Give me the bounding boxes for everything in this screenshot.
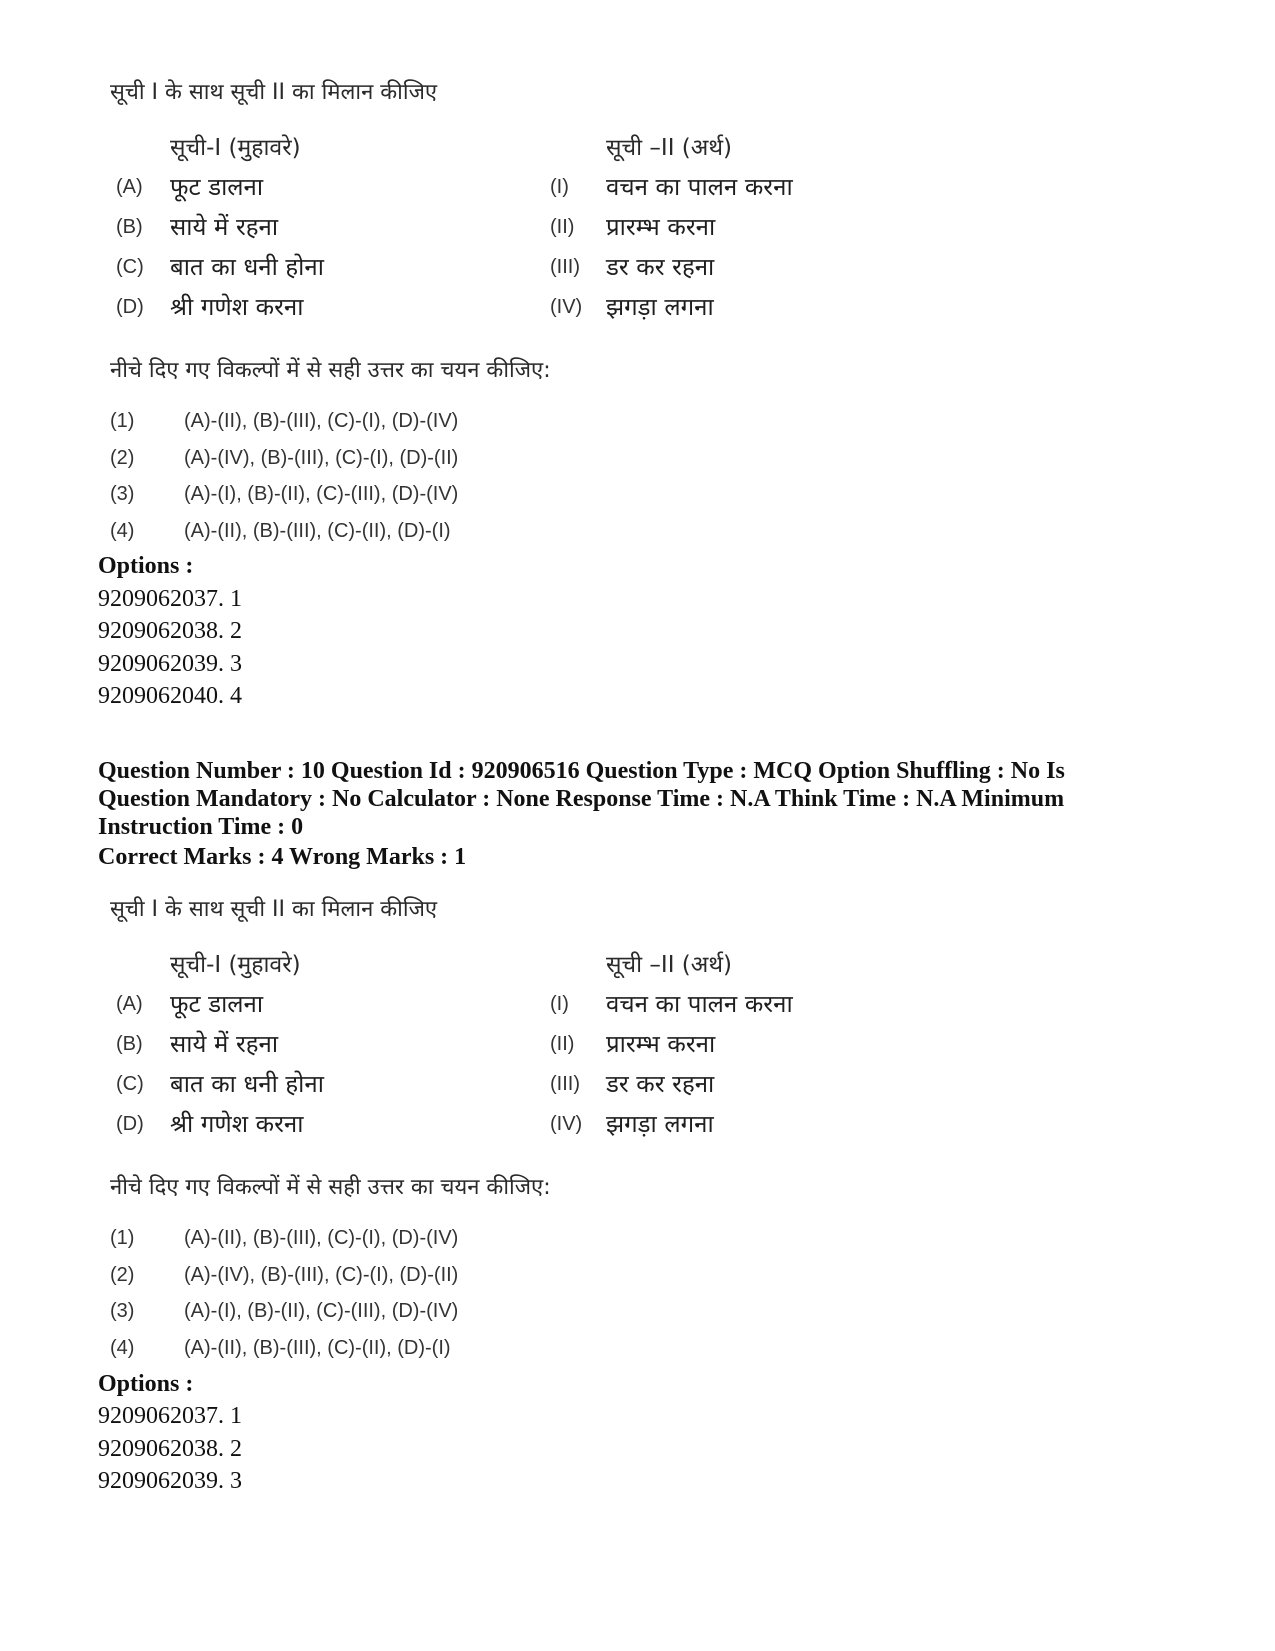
list2-label: (II) bbox=[550, 216, 575, 238]
list1-label: (D) bbox=[116, 1113, 144, 1135]
choose-prompt: नीचे दिए गए विकल्पों में से सही उत्तर का चयन कीजिए: bbox=[110, 1175, 551, 1200]
option-line: 9209062037. 1 bbox=[98, 586, 242, 612]
list2-item: डर कर रहना bbox=[606, 253, 715, 281]
choice-text: (A)-(I), (B)-(II), (C)-(III), (D)-(IV) bbox=[184, 1300, 459, 1322]
option-line: 9209062039. 3 bbox=[98, 1468, 242, 1494]
options-title: Options : bbox=[98, 1371, 194, 1397]
list2-item: वचन का पालन करना bbox=[606, 173, 793, 201]
list2-item: प्रारम्भ करना bbox=[606, 1030, 716, 1058]
list1-heading: सूची-I (मुहावरे) bbox=[170, 952, 301, 978]
choice-number: (2) bbox=[110, 1264, 135, 1286]
choose-prompt: नीचे दिए गए विकल्पों में से सही उत्तर का चयन कीजिए: bbox=[110, 358, 551, 383]
list2-item: वचन का पालन करना bbox=[606, 990, 793, 1018]
option-line: 9209062039. 3 bbox=[98, 651, 242, 677]
list1-label: (A) bbox=[116, 993, 143, 1015]
list1-heading: सूची-I (मुहावरे) bbox=[170, 135, 301, 161]
choice-number: (3) bbox=[110, 483, 135, 505]
question-meta-line: Question Number : 10 Question Id : 920906516 Question Type : MCQ Option Shuffling : No Is bbox=[98, 758, 1065, 784]
list2-item: प्रारम्भ करना bbox=[606, 213, 716, 241]
option-line: 9209062038. 2 bbox=[98, 1436, 242, 1462]
choice-text: (A)-(IV), (B)-(III), (C)-(I), (D)-(II) bbox=[184, 1264, 459, 1286]
list2-heading: सूची –II (अर्थ) bbox=[606, 135, 733, 161]
list1-item: साये में रहना bbox=[170, 213, 279, 241]
list1-item: बात का धनी होना bbox=[170, 253, 324, 281]
list1-label: (C) bbox=[116, 1073, 144, 1095]
choice-text: (A)-(II), (B)-(III), (C)-(I), (D)-(IV) bbox=[184, 410, 459, 432]
list2-heading: सूची –II (अर्थ) bbox=[606, 952, 733, 978]
option-line: 9209062038. 2 bbox=[98, 618, 242, 644]
question-marks: Correct Marks : 4 Wrong Marks : 1 bbox=[98, 844, 467, 870]
choice-text: (A)-(II), (B)-(III), (C)-(I), (D)-(IV) bbox=[184, 1227, 459, 1249]
question-meta-line: Question Mandatory : No Calculator : None Response Time : N.A Think Time : N.A Minimum bbox=[98, 786, 1065, 812]
list2-label: (III) bbox=[550, 1073, 580, 1095]
question-meta-line: Instruction Time : 0 bbox=[98, 814, 304, 840]
options-title: Options : bbox=[98, 553, 194, 579]
list1-label: (D) bbox=[116, 296, 144, 318]
option-line: 9209062040. 4 bbox=[98, 683, 242, 709]
choice-number: (4) bbox=[110, 520, 135, 542]
list1-item: साये में रहना bbox=[170, 1030, 279, 1058]
list1-label: (C) bbox=[116, 256, 144, 278]
list1-item: श्री गणेश करना bbox=[170, 1110, 304, 1138]
option-line: 9209062037. 1 bbox=[98, 1403, 242, 1429]
list1-item: फूट डालना bbox=[170, 990, 264, 1018]
choice-number: (2) bbox=[110, 447, 135, 469]
list2-label: (II) bbox=[550, 1033, 575, 1055]
list2-item: झगड़ा लगना bbox=[606, 1110, 714, 1138]
list2-item: झगड़ा लगना bbox=[606, 293, 714, 321]
list1-item: श्री गणेश करना bbox=[170, 293, 304, 321]
match-instruction: सूची I के साथ सूची II का मिलान कीजिए bbox=[110, 80, 438, 105]
list1-label: (B) bbox=[116, 1033, 143, 1055]
list1-item: फूट डालना bbox=[170, 173, 264, 201]
choice-text: (A)-(II), (B)-(III), (C)-(II), (D)-(I) bbox=[184, 520, 451, 542]
choice-number: (3) bbox=[110, 1300, 135, 1322]
question-meta bbox=[98, 757, 1178, 841]
choice-number: (4) bbox=[110, 1337, 135, 1359]
list1-item: बात का धनी होना bbox=[170, 1070, 324, 1098]
match-instruction: सूची I के साथ सूची II का मिलान कीजिए bbox=[110, 897, 438, 922]
list2-label: (I) bbox=[550, 993, 569, 1015]
choice-text: (A)-(II), (B)-(III), (C)-(II), (D)-(I) bbox=[184, 1337, 451, 1359]
list1-label: (B) bbox=[116, 216, 143, 238]
list2-label: (IV) bbox=[550, 296, 583, 318]
list2-label: (I) bbox=[550, 176, 569, 198]
question-image-2 bbox=[98, 887, 858, 1357]
list2-item: डर कर रहना bbox=[606, 1070, 715, 1098]
choice-text: (A)-(IV), (B)-(III), (C)-(I), (D)-(II) bbox=[184, 447, 459, 469]
choice-number: (1) bbox=[110, 410, 135, 432]
question-image-1 bbox=[98, 70, 858, 540]
list1-label: (A) bbox=[116, 176, 143, 198]
choice-text: (A)-(I), (B)-(II), (C)-(III), (D)-(IV) bbox=[184, 483, 459, 505]
list2-label: (III) bbox=[550, 256, 580, 278]
choice-number: (1) bbox=[110, 1227, 135, 1249]
list2-label: (IV) bbox=[550, 1113, 583, 1135]
